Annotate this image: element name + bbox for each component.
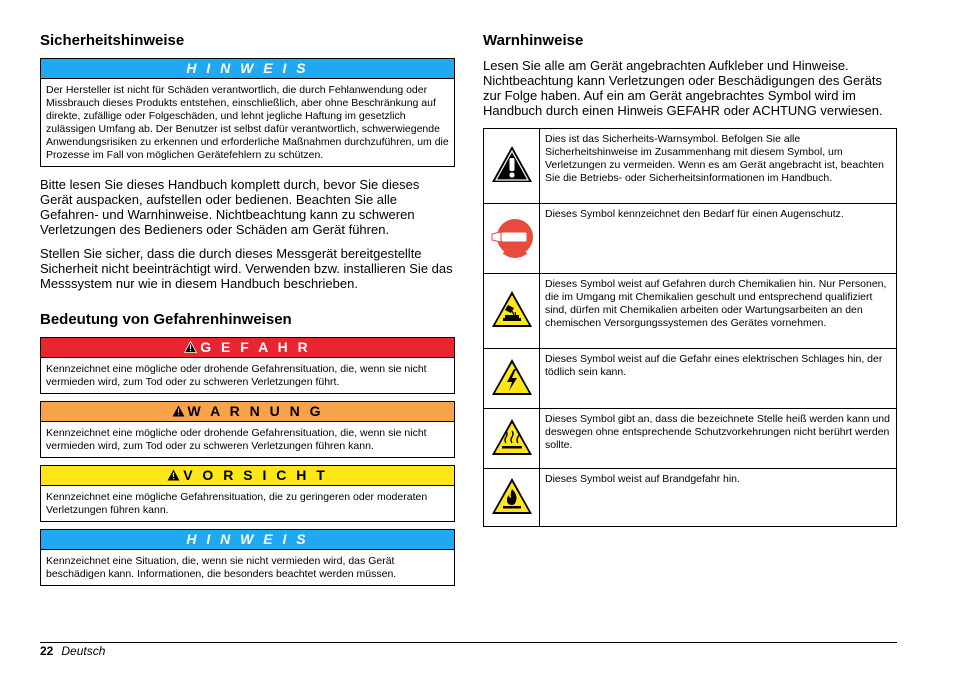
warning-triangle-icon — [184, 341, 197, 353]
symbol-desc-5: Dieses Symbol weist auf Brandgefahr hin. — [540, 469, 897, 527]
table-row — [484, 274, 897, 349]
hinweis-notice-1 — [40, 58, 455, 167]
table-row — [484, 204, 897, 274]
hot-surface-icon — [490, 417, 534, 457]
symbol-desc-3: Dieses Symbol weist auf die Gefahr eines elektrischen Schlages hin, der tödlich sein kann. — [540, 349, 897, 409]
warnung-notice — [40, 401, 455, 458]
vorsicht-text: Kennzeichnet eine mögliche Gefahrensituation, die zu geringeren oder moderaten Verletzungen führen kann. — [46, 491, 428, 516]
vorsicht-notice — [40, 465, 455, 522]
page-footer — [40, 644, 105, 658]
warn-intro: Lesen Sie alle am Gerät angebrachten Aufkleber und Hinweise. Nichtbeachtung kann Verletzungen oder Beschädigungen des Geräts zur Folge haben. Auf ein am Gerät angebrachtes Symbol wird im Handbuch durch einen Hinweis GEFAHR oder ACHTUNG verwiesen. — [483, 58, 883, 118]
footer-divider — [40, 642, 897, 643]
left-column — [40, 32, 455, 593]
warnung-bar — [41, 402, 454, 422]
table-row — [484, 409, 897, 469]
vorsicht-bar — [41, 466, 454, 486]
safety-heading: Sicherheitshinweise — [40, 32, 185, 49]
symbol-table — [483, 128, 897, 527]
table-row — [484, 469, 897, 527]
gefahr-text: Kennzeichnet eine mögliche oder drohende Gefahrensituation, die, wenn sie nicht vermieden wird, zum Tod oder zu schweren Verletzungen führt. — [46, 363, 427, 388]
warnung-label: W A R N U N G — [187, 403, 324, 419]
eye-protection-icon — [490, 212, 534, 262]
hinweis-label-1: H I N W E I S — [41, 59, 454, 79]
symbol-desc-0: Dies ist das Sicherheits-Warnsymbol. Befolgen Sie alle Sicherheitshinweise im Zusammenhang mit diesem Symbol, um Verletzungen zu vermeiden. Wenn es am Gerät angebracht ist, beachten Sie die Betriebs- oder Sicherheitsinformationen im Handbuch. — [540, 129, 897, 204]
safety-paragraph-1: Bitte lesen Sie dieses Handbuch komplett durch, bevor Sie dieses Gerät auspacken, aufstellen oder bedienen. Beachten Sie alle Gefahren- und Warnhinweise. Nichtbeachtung kann zu schweren Verletzungen des Bedieners oder Schäden am Gerät führen. — [40, 177, 420, 237]
warnung-text: Kennzeichnet eine mögliche oder drohende Gefahrensituation, die, wenn sie nicht vermieden wird, zum Tod oder zu schweren Verletzungen führen kann. — [46, 427, 427, 452]
right-column — [483, 32, 897, 527]
symbol-desc-1: Dieses Symbol kennzeichnet den Bedarf für einen Augenschutz. — [540, 204, 897, 274]
exclamation-warning-icon — [490, 144, 534, 184]
gefahr-bar — [41, 338, 454, 358]
table-row — [484, 129, 897, 204]
hinweis-notice-2 — [40, 529, 455, 586]
warn-heading: Warnhinweise — [483, 32, 584, 49]
chemical-hazard-icon — [490, 289, 534, 329]
footer-language: Deutsch — [61, 644, 106, 658]
safety-paragraph-2: Stellen Sie sicher, dass die durch dieses Messgerät bereitgestellte Sicherheit nicht beeinträchtigt wird. Verwenden bzw. installieren Sie das Messsystem nur wie in diesem Handbuch beschrieben. — [40, 246, 453, 291]
table-row — [484, 349, 897, 409]
electrical-hazard-icon — [490, 357, 534, 397]
warning-triangle-icon — [167, 469, 180, 481]
gefahr-label: G E F A H R — [200, 339, 311, 355]
hinweis-text-2: Kennzeichnet eine Situation, die, wenn sie nicht vermieden wird, das Gerät beschädigen kann. Informationen, die besonders beachtet werden müssen. — [46, 555, 397, 580]
hinweis-text-1: Der Hersteller ist nicht für Schäden verantwortlich, die durch Fehlanwendung oder Missbrauch dieses Produkts entstehen, einschließlich, aber ohne Beschränkung auf direkte, zufällige oder Folgeschäden, und lehnt jegliche Haftung im gesetzlich zulässigen Umfang ab. Der Benutzer ist selbst dafür verantwortlich, schwerwiegende Anwendungsrisiken zu erkennen und erforderliche Maßnahmen durchzuführen, um die Prozesse im Fall von möglichen Gerätefehlern zu schützen. — [46, 84, 449, 161]
warning-triangle-icon — [172, 405, 185, 417]
hazard-heading: Bedeutung von Gefahrenhinweisen — [40, 311, 292, 328]
symbol-desc-4: Dieses Symbol gibt an, dass die bezeichnete Stelle heiß werden kann und deswegen ohne entsprechende Schutzvorkehrungen nicht berührt werden sollte. — [540, 409, 897, 469]
vorsicht-label: V O R S I C H T — [183, 467, 328, 483]
gefahr-notice — [40, 337, 455, 394]
page-number: 22 — [40, 644, 54, 658]
fire-hazard-icon — [490, 476, 534, 516]
hinweis-label-2: H I N W E I S — [41, 530, 454, 550]
symbol-desc-2: Dieses Symbol weist auf Gefahren durch Chemikalien hin. Nur Personen, die im Umgang mit Chemikalien geschult und entsprechend qualifiziert sind, dürfen mit Chemikalien arbeiten oder Wartungsarbeiten an den chemischen Versorgungssystemen des Gerätes vornehmen. — [540, 274, 897, 349]
